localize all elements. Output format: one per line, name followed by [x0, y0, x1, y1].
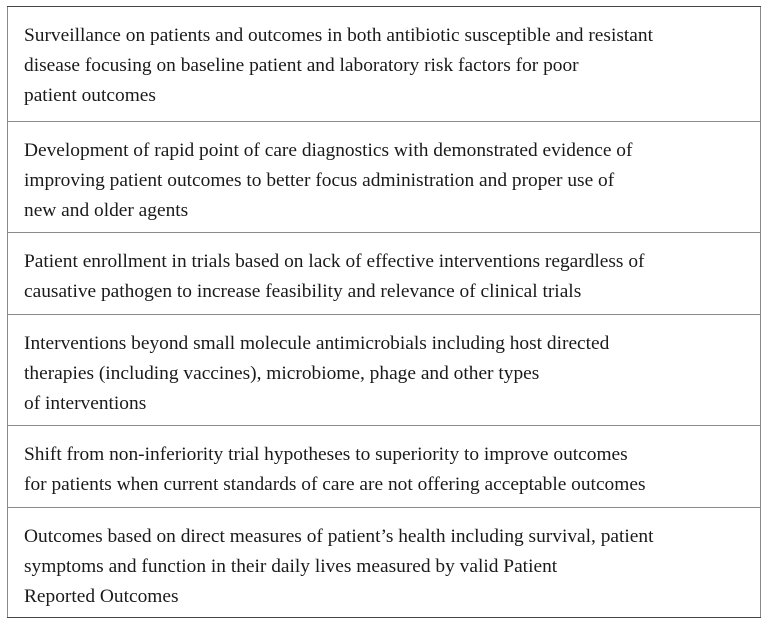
row-text-line: Reported Outcomes	[24, 586, 179, 607]
row-text-line: symptoms and function in their daily lives measured by valid Patient	[24, 556, 558, 577]
row-text-line: for patients when current standards of care are not offering acceptable outcomes	[24, 474, 646, 495]
table-row	[7, 232, 761, 314]
row-text-line: Interventions beyond small molecule antimicrobials including host directed	[24, 333, 610, 354]
row-text-line: Patient enrollment in trials based on lack of effective interventions regardless of	[24, 251, 645, 272]
row-text-line: improving patient outcomes to better focus administration and proper use of	[24, 170, 615, 191]
table-row	[7, 425, 761, 507]
row-text-line: of interventions	[24, 393, 147, 414]
table-row	[7, 507, 761, 617]
row-text-line: Outcomes based on direct measures of patient’s health including survival, patient	[24, 526, 654, 547]
row-text-line: patient outcomes	[24, 85, 156, 106]
recommendations-table	[7, 6, 761, 618]
row-text-line: Surveillance on patients and outcomes in both antibiotic susceptible and resistant	[24, 25, 653, 46]
table-row	[7, 314, 761, 425]
row-text-line: Development of rapid point of care diagnostics with demonstrated evidence of	[24, 140, 633, 161]
row-text-line: therapies (including vaccines), microbiome, phage and other types	[24, 363, 540, 384]
table-row	[7, 7, 761, 121]
row-text-line: Shift from non-inferiority trial hypotheses to superiority to improve outcomes	[24, 444, 628, 465]
row-text-line: disease focusing on baseline patient and laboratory risk factors for poor	[24, 55, 579, 76]
row-text-line: new and older agents	[24, 200, 189, 221]
row-text-line: causative pathogen to increase feasibility and relevance of clinical trials	[24, 281, 582, 302]
table-row	[7, 121, 761, 232]
